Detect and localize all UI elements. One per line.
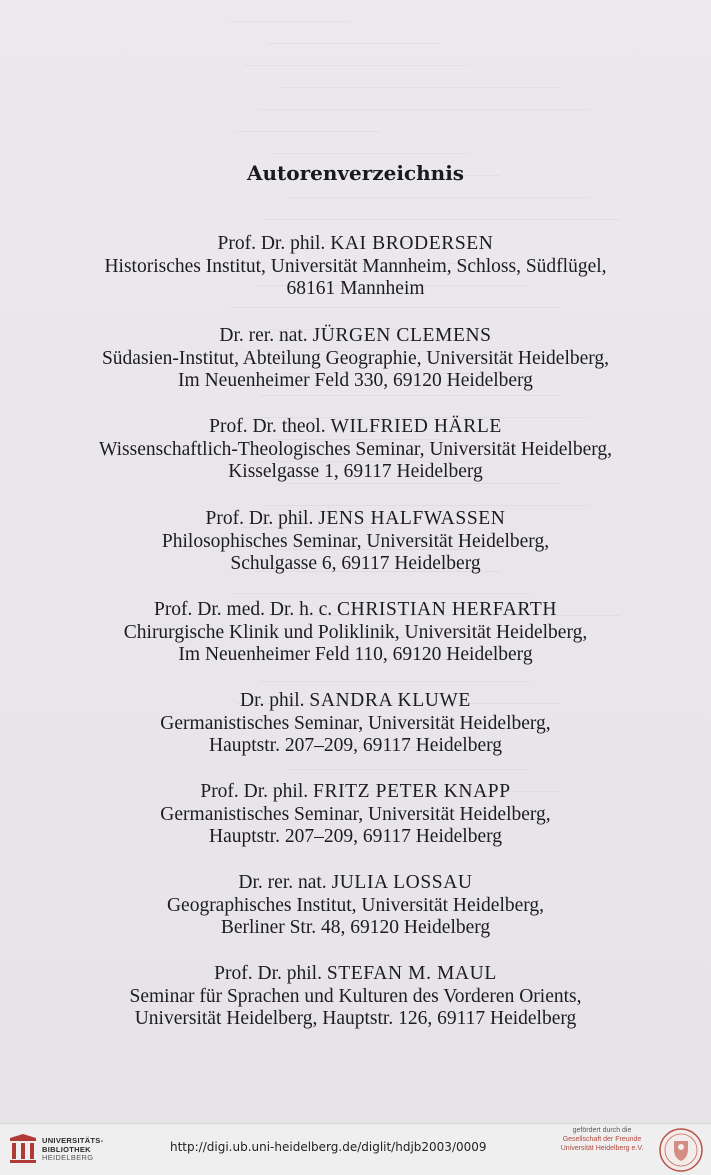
- author-name: JÜRGEN CLEMENS: [312, 325, 492, 346]
- show-through-line: [288, 769, 530, 770]
- author-prefix: Dr. phil.: [240, 690, 305, 711]
- address-line: Hauptstr. 207–209, 69117 Heidelberg: [208, 826, 502, 847]
- author-name: STEFAN M. MAUL: [326, 963, 497, 984]
- library-name: UNIVERSITÄTS- BIBLIOTHEK HEIDELBERG: [42, 1136, 104, 1162]
- author-prefix: Prof. Dr. phil.: [200, 781, 309, 802]
- author-entry: [20, 599, 691, 667]
- author-prefix: Dr. rer. nat.: [219, 325, 308, 346]
- address-line: Schulgasse 6, 69117 Heidelberg: [230, 553, 481, 574]
- author-prefix: Prof. Dr. med. Dr. h. c.: [153, 599, 333, 620]
- address-line: Hauptstr. 207–209, 69117 Heidelberg: [208, 735, 502, 756]
- author-name: SANDRA KLUWE: [309, 690, 471, 711]
- show-through-line: [260, 681, 530, 682]
- affiliation-line: Südasien-Institut, Abteilung Geographie, Universität Heidelberg,: [101, 347, 610, 369]
- affiliation-line: Geographisches Institut, Universität Heidelberg,: [166, 894, 545, 916]
- show-through-line: [235, 131, 380, 132]
- show-through-line: [258, 109, 590, 110]
- show-through-line: [230, 21, 350, 22]
- affiliation-line: Germanistisches Seminar, Universität Heidelberg,: [160, 712, 551, 734]
- author-prefix: Prof. Dr. phil.: [214, 963, 322, 984]
- address-line: Universität Heidelberg, Hauptstr. 126, 69117 Heidelberg: [134, 1008, 577, 1029]
- footer-bar: [0, 1123, 711, 1175]
- affiliation-line: Germanistisches Seminar, Universität Heidelberg,: [160, 803, 551, 825]
- show-through-line: [259, 395, 560, 396]
- affiliation-line: Philosophisches Seminar, Universität Heidelberg,: [161, 530, 550, 552]
- sponsor-note: gefördert durch die Gesellschaft der Freunde Universität Heidelberg e.V.: [560, 1127, 644, 1152]
- show-through-line: [264, 505, 590, 506]
- author-prefix: Dr. rer. nat.: [238, 872, 327, 893]
- show-through-line: [231, 307, 560, 308]
- show-through-line: [232, 593, 530, 594]
- affiliation-line: Wissenschaftlich-Theologisches Seminar, Universität Heidelberg,: [98, 438, 613, 460]
- author-entry: [20, 416, 691, 484]
- author-entry: [20, 233, 691, 301]
- university-seal-icon: [658, 1127, 704, 1173]
- author-prefix: Prof. Dr. phil.: [217, 233, 326, 254]
- author-entry: [20, 872, 691, 940]
- author-name: WILFRIED HÄRLE: [330, 416, 502, 437]
- author-prefix: Prof. Dr. phil.: [205, 508, 314, 529]
- page-title: Autorenverzeichnis: [246, 161, 465, 185]
- affiliation-line: Chirurgische Klinik und Poliklinik, Universität Heidelberg,: [123, 621, 588, 643]
- author-entry: [20, 963, 691, 1031]
- show-through-line: [272, 153, 470, 154]
- address-line: Im Neuenheimer Feld 110, 69120 Heidelberg: [178, 644, 533, 665]
- address-line: Im Neuenheimer Feld 330, 69120 Heidelberg: [178, 370, 533, 391]
- show-through-line: [263, 219, 620, 220]
- author-prefix: Prof. Dr. theol.: [209, 416, 326, 437]
- affiliation-line: Historisches Institut, Universität Mannheim, Schloss, Südflügel,: [104, 255, 607, 277]
- show-through-line: [286, 197, 590, 198]
- author-entry: [20, 325, 691, 393]
- university-library-logo-icon: [6, 1132, 40, 1166]
- author-entry: [20, 781, 691, 849]
- show-through-line: [281, 87, 560, 88]
- show-through-line: [244, 65, 470, 66]
- author-entry: [20, 508, 691, 576]
- author-entry: [20, 690, 691, 758]
- author-name: CHRISTIAN HERFARTH: [337, 599, 558, 620]
- address-line: Berliner Str. 48, 69120 Heidelberg: [220, 917, 491, 938]
- author-name: FRITZ PETER KNAPP: [313, 781, 511, 802]
- author-name: JULIA LOSSAU: [331, 872, 473, 893]
- address-line: 68161 Mannheim: [286, 278, 425, 299]
- permalink-url[interactable]: http://digi.ub.uni-heidelberg.de/diglit/hdjb2003/0009: [170, 1140, 487, 1154]
- show-through-line: [267, 43, 440, 44]
- address-line: Kisselgasse 1, 69117 Heidelberg: [228, 461, 483, 482]
- author-name: JENS HALFWASSEN: [318, 508, 506, 529]
- affiliation-line: Seminar für Sprachen und Kulturen des Vorderen Orients,: [129, 985, 582, 1007]
- author-name: KAI BRODERSEN: [330, 233, 494, 254]
